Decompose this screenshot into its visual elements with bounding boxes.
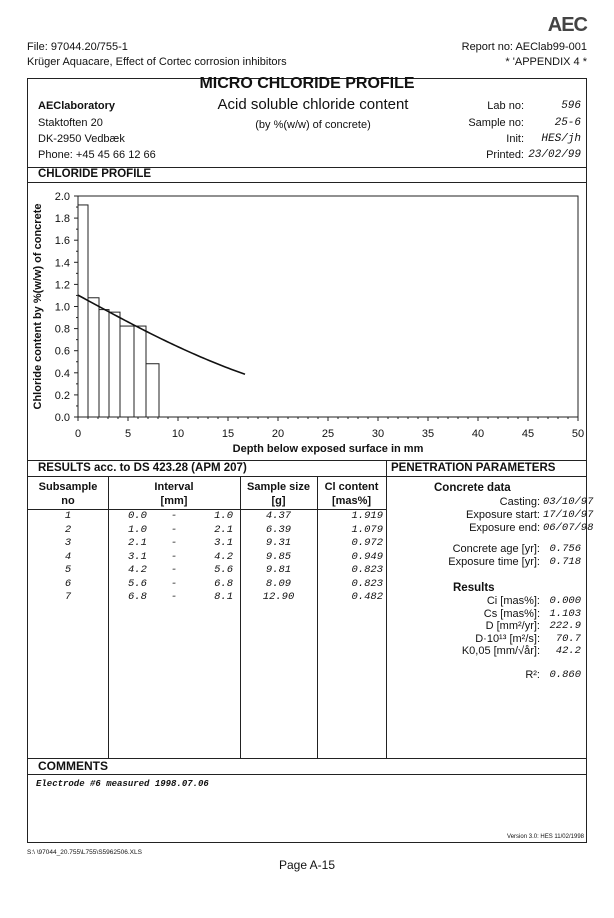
report-number: Report no: AEClab99-001 (461, 41, 587, 53)
x-tick-label: 15 (221, 428, 235, 440)
cell-cl-content: 0.972 (351, 537, 383, 549)
col-header-cl-content-unit: [mas%] (331, 495, 372, 507)
y-tick-label: 1.4 (54, 257, 70, 270)
cell-cl-content: 0.823 (351, 564, 383, 576)
cs-label: Cs [mas%]: (483, 607, 540, 620)
divider (28, 460, 586, 461)
cell-cl-content: 1.919 (351, 510, 383, 522)
lab-no-value: 596 (561, 100, 581, 112)
r-squared-label: R²: (525, 669, 540, 681)
cell-interval-dash: - (170, 577, 178, 590)
cell-interval-from: 5.6 (128, 577, 147, 590)
x-tick-label: 5 (124, 428, 132, 440)
x-axis-label: Depth below exposed surface in mm (232, 443, 424, 455)
lab-no-label: Lab no: (487, 100, 524, 112)
divider (28, 476, 586, 477)
cell-subsample-no: 6 (64, 577, 72, 590)
bar-6 (134, 326, 146, 417)
cell-interval-dash: - (170, 537, 178, 549)
x-tick-label: 20 (271, 428, 285, 440)
k005-label: K0,05 [mm/√år]: (461, 645, 540, 657)
concrete-data-heading: Concrete data (434, 482, 511, 494)
exposure-end-label: Exposure end: (469, 522, 540, 534)
concrete-age-label: Concrete age [yr]: (452, 543, 540, 555)
d-mm2-yr-label: D [mm²/yr]: (485, 620, 540, 632)
cell-subsample-no: 7 (64, 591, 72, 603)
concrete-age-value: 0.756 (549, 543, 581, 555)
exposure-start-value: 17/10/97 (543, 509, 594, 521)
bar-2 (88, 298, 99, 417)
appendix-label: * 'APPENDIX 4 * (505, 56, 587, 68)
cell-sample-size: 6.39 (265, 523, 292, 536)
k005-value: 42.2 (555, 645, 581, 657)
lab-address-2: DK-2950 Vedbæk (38, 133, 125, 145)
col-header-interval: Interval (154, 481, 194, 493)
y-tick-label: 1.0 (54, 301, 70, 314)
version-label: Version 3.0: HES 11/02/1998 (507, 834, 584, 840)
y-tick-label: 0.4 (54, 367, 70, 380)
subtitle: Acid soluble chloride content (217, 96, 409, 113)
x-tick-label: 30 (371, 428, 385, 440)
init-label: Init: (506, 133, 524, 145)
cell-interval-from: 2.1 (128, 537, 147, 549)
cell-sample-size: 9.81 (265, 564, 292, 576)
d-m2-s-label: D·10¹³ [m²/s]: (475, 632, 540, 645)
casting-label: Casting: (499, 496, 540, 508)
cell-interval-dash: - (170, 523, 178, 536)
cell-interval-from: 4.2 (128, 564, 147, 576)
exposure-time-label: Exposure time [yr]: (448, 556, 540, 568)
divider (28, 774, 586, 775)
y-tick-label: 1.8 (54, 213, 70, 226)
y-tick-label: 0.8 (54, 323, 70, 336)
bar-1 (78, 205, 88, 417)
x-tick-label: 35 (421, 428, 435, 440)
col-header-interval-unit: [mm] (160, 495, 188, 507)
divider (108, 476, 109, 758)
y-tick-label: 0.6 (54, 345, 70, 358)
x-tick-label: 40 (471, 428, 485, 440)
cell-interval-to: 2.1 (214, 523, 233, 536)
d-m2-s-value: 70.7 (555, 632, 581, 645)
comment-text: Electrode #6 measured 1998.07.06 (36, 779, 209, 789)
y-tick-label: 1.2 (54, 279, 70, 292)
cell-interval-from: 3.1 (128, 550, 147, 563)
printed-label: Printed: (486, 149, 524, 161)
y-tick-label: 0.0 (54, 412, 70, 424)
bar-3 (99, 310, 109, 417)
y-tick-label: 1.6 (54, 235, 70, 248)
ci-value: 0.000 (549, 595, 581, 607)
aec-logo: AEC (547, 14, 587, 36)
cell-interval-to: 4.2 (214, 550, 233, 563)
cell-cl-content: 1.079 (351, 523, 383, 536)
exposure-end-value: 06/07/98 (543, 522, 594, 534)
file-path: S:\ \97044_20.755\L755\S5962506.XLS (27, 849, 142, 856)
init-value: HES/jh (541, 133, 581, 145)
divider (28, 758, 586, 759)
report-frame (27, 75, 594, 843)
file-number: File: 97044.20/755-1 (27, 41, 128, 53)
bar-4 (109, 312, 120, 417)
cell-subsample-no: 1 (64, 510, 72, 522)
col-header-subsample: Subsample (38, 481, 98, 493)
chloride-profile-chart (28, 183, 586, 460)
x-tick-label: 25 (321, 428, 335, 440)
cell-interval-from: 0.0 (128, 510, 147, 522)
lab-address-1: Staktoften 20 (38, 117, 103, 129)
exposure-start-label: Exposure start: (466, 509, 540, 521)
cell-cl-content: 0.482 (351, 591, 383, 603)
cell-sample-size: 9.85 (265, 550, 292, 563)
x-tick-label: 45 (521, 428, 535, 440)
x-tick-label: 0 (74, 428, 82, 440)
cell-sample-size: 4.37 (265, 510, 292, 522)
results-title: RESULTS acc. to DS 423.28 (APM 207) (38, 462, 247, 474)
cell-interval-dash: - (170, 550, 178, 563)
cell-interval-from: 1.0 (128, 523, 147, 536)
ci-label: Ci [mas%]: (486, 595, 540, 607)
x-tick-label: 50 (571, 428, 585, 440)
cell-sample-size: 8.09 (265, 577, 292, 590)
results-heading: Results (453, 582, 495, 594)
project-name: Krüger Aquacare, Effect of Cortec corrosion inhibitors (27, 56, 287, 68)
cell-interval-dash: - (170, 591, 178, 603)
cell-subsample-no: 2 (64, 523, 72, 536)
cell-cl-content: 0.949 (351, 550, 383, 563)
cell-subsample-no: 4 (64, 550, 72, 563)
r-squared-value: 0.860 (549, 669, 581, 681)
bar-7 (146, 364, 159, 417)
exposure-time-value: 0.718 (549, 556, 581, 568)
cell-interval-dash: - (170, 510, 178, 522)
cell-cl-content: 0.823 (351, 577, 383, 590)
printed-value: 23/02/99 (528, 149, 581, 161)
cell-interval-to: 3.1 (214, 537, 233, 549)
lab-phone: Phone: +45 45 66 12 66 (38, 149, 156, 161)
col-header-sample-size-unit: [g] (271, 495, 286, 507)
col-header-sample-size: Sample size (247, 481, 310, 493)
cell-interval-to: 1.0 (214, 510, 233, 522)
col-header-cl-content: Cl content (324, 481, 379, 493)
sample-no-label: Sample no: (468, 117, 524, 129)
y-tick-label: 0.2 (54, 389, 70, 402)
casting-value: 03/10/97 (543, 496, 594, 508)
page-title: MICRO CHLORIDE PROFILE (199, 75, 415, 92)
d-mm2-yr-value: 222.9 (549, 620, 581, 632)
cell-subsample-no: 3 (64, 537, 72, 549)
x-tick-label: 10 (171, 428, 185, 440)
page-number: Page A-15 (278, 858, 336, 872)
comments-title: COMMENTS (38, 759, 108, 773)
cell-sample-size: 9.31 (265, 537, 292, 549)
cell-interval-to: 5.6 (214, 564, 233, 576)
cell-interval-from: 6.8 (128, 591, 147, 603)
subtitle-unit: (by %(w/w) of concrete) (255, 119, 371, 131)
cell-interval-dash: - (170, 564, 178, 576)
penetration-title: PENETRATION PARAMETERS (391, 462, 556, 474)
bar-5 (120, 326, 134, 417)
cell-sample-size: 12.90 (262, 591, 295, 603)
y-axis-label: Chloride content by %(w/w) of concrete (32, 203, 44, 410)
cell-interval-to: 8.1 (214, 591, 233, 603)
cs-value: 1.103 (549, 607, 581, 620)
chart-section-title: CHLORIDE PROFILE (38, 168, 152, 180)
sample-no-value: 25-6 (554, 117, 581, 129)
cell-interval-to: 6.8 (214, 577, 233, 590)
divider (386, 460, 387, 758)
cell-subsample-no: 5 (64, 564, 72, 576)
y-tick-label: 2.0 (54, 191, 70, 203)
col-header-subsample-sub: no (61, 495, 75, 507)
lab-name: AEClaboratory (38, 100, 116, 112)
